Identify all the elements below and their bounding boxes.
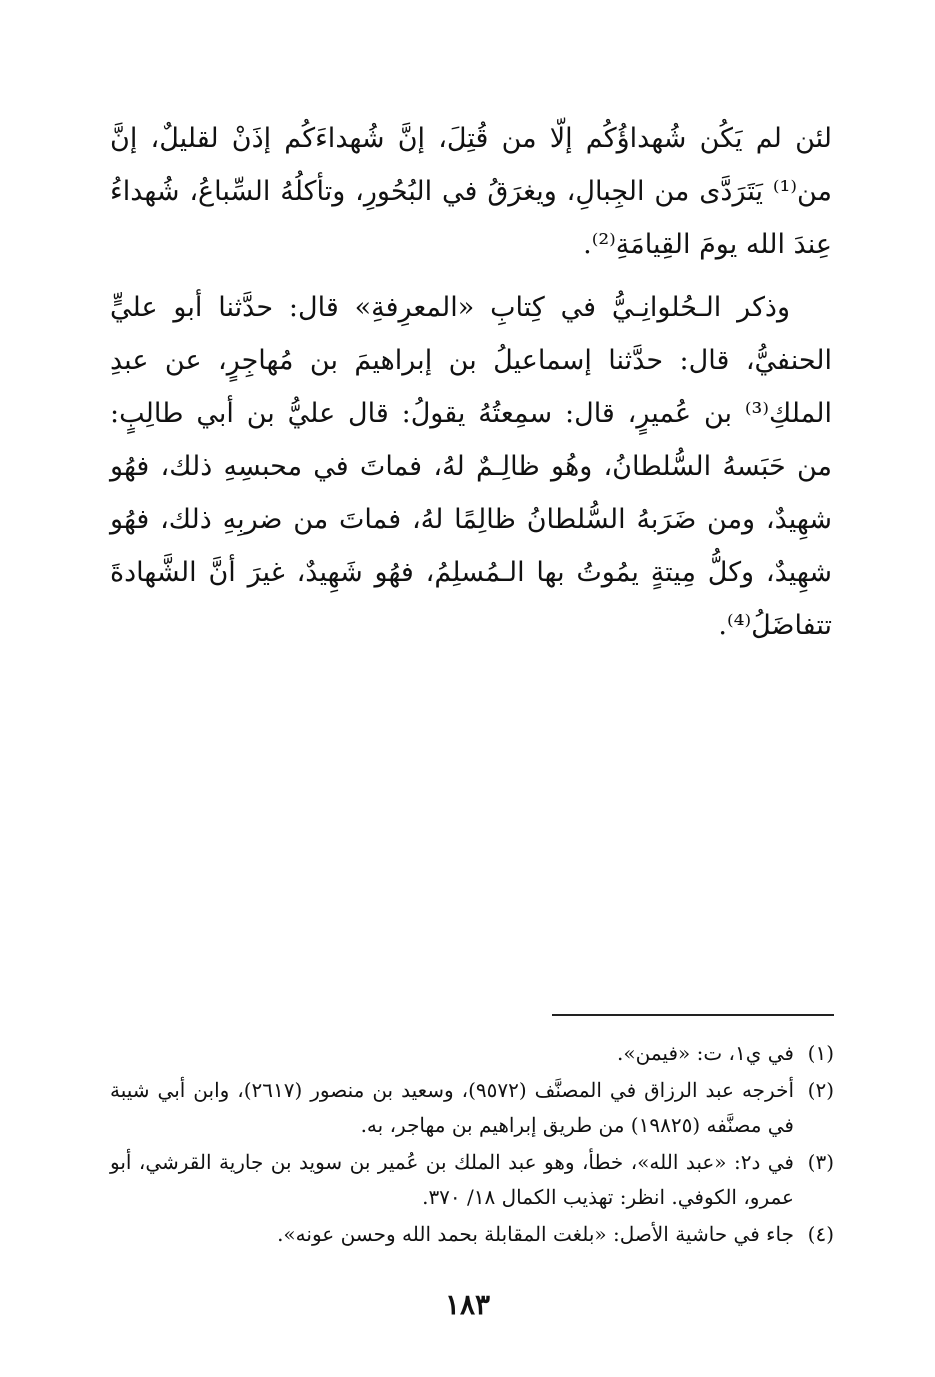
paragraph-1: لئن لم يَكُن شُهداؤُكُم إلّا من قُتِلَ، إنَّ شُهداءَكُم إذَنْ لقليلٌ، إنَّ من⁽¹⁾ يَتَرَدَّى من الجِبالِ، ويغرَقُ في البُحُورِ، وتأكلُهُ السِّباعُ، شُهداءُ عِندَ الله يومَ القِيامَةِ⁽²⁾. (110, 123, 832, 260)
footnote-number: (١) (807, 1041, 834, 1065)
footnote-text: جاء في حاشية الأصل: «بلغت المقابلة بحمد الله وحسن عونه». (277, 1222, 794, 1246)
footnote-text: في ي١، ت: «فيمن». (617, 1041, 794, 1065)
footnote-number: (٤) (807, 1222, 834, 1246)
footnotes (110, 1036, 834, 1254)
footnote-2 (110, 1073, 834, 1143)
page-number: ١٨٣ (444, 1288, 491, 1321)
paragraph-2: وذكر الـحُلوانِـيُّ في كِتابِ «المعرِفةِ» قال: حدَّثنا أبو عليٍّ الحنفيُّ، قال: حدَّثنا إسماعيلُ بن إبراهيمَ بن مُهاجِرٍ، عن عبدِ الملكِ⁽³⁾ بن عُميرٍ، قال: سمِعتُهُ يقولُ: قال عليُّ بن أبي طالِبٍ: من حَبَسهُ السُّلطانُ، وهُو ظالِـمٌ لهُ، فماتَ في محبسِهِ ذلك، فهُو شهِيدٌ، ومن ضَرَبهُ السُّلطانُ ظالِمًا لهُ، فماتَ من ضربِهِ ذلك، فهُو شهِيدٌ، وكلُّ مِيتةٍ يمُوتُ بها الـمُسلِمُ، فهُو شَهِيدٌ، غيرَ أنَّ الشَّهادةَ تتفاضَلُ⁽⁴⁾. (110, 292, 832, 641)
footnote-1 (110, 1036, 834, 1071)
footnote-3 (110, 1145, 834, 1215)
footnote-number: (٢) (807, 1078, 834, 1102)
footnote-4 (110, 1217, 834, 1252)
footnote-text: في د٢: «عبد الله»، خطأ، وهو عبد الملك بن عُمير بن سويد بن جارية القرشي، أبو عمرو، الكوفي. انظر: تهذيب الكمال ١٨/ ٣٧٠. (110, 1150, 794, 1209)
footnote-text: أخرجه عبد الرزاق في المصنَّف (٩٥٧٢)، وسعيد بن منصور (٢٦١٧)، وابن أبي شيبة في مصنَّفه (١٩٨٢٥) من طريق إبراهيم بن مهاجر، به. (110, 1078, 794, 1137)
footnote-separator (552, 1014, 834, 1016)
footnote-number: (٣) (807, 1150, 834, 1174)
main-text (110, 112, 832, 652)
